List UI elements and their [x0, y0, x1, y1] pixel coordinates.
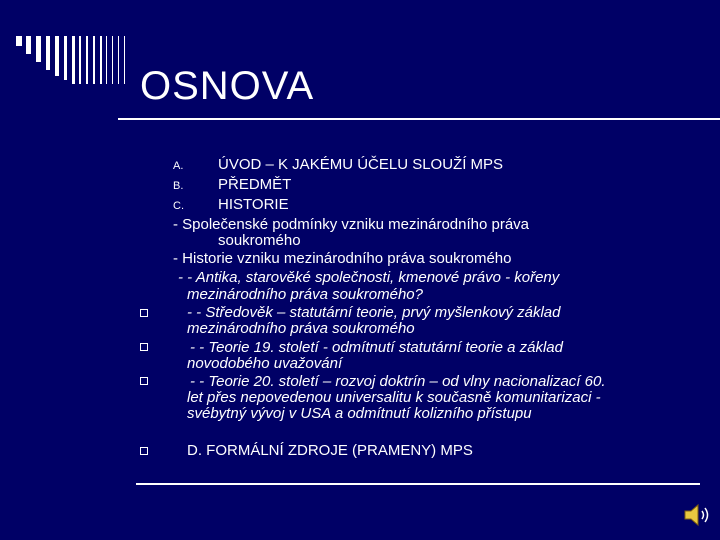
outline-item-d: D. FORMÁLNÍ ZDROJE (PRAMENY) MPS	[187, 442, 473, 459]
outline-line: - - Teorie 20. století – rozvoj doktrín – od vlny nacionalizací 60.	[190, 373, 606, 390]
hollow-square-bullet-icon	[140, 309, 148, 317]
outline-line: - - Antika, starověké společnosti, kmenové právo - kořeny	[178, 269, 560, 286]
outline-line: svébytný vývoj v USA a odmítnutí kolizního přístupu	[187, 405, 532, 422]
item-marker: A.	[173, 160, 184, 172]
speaker-icon[interactable]	[683, 503, 711, 527]
slide-title: OSNOVA	[140, 64, 315, 108]
outline-line: let přes nepovedenou universalitu k současně komunitarizaci -	[187, 389, 601, 406]
outline-line: - Společenské podmínky vzniku mezinárodního práva	[173, 216, 530, 233]
outline-line: mezinárodního práva soukromého	[187, 320, 415, 337]
item-text: PŘEDMĚT	[218, 176, 292, 193]
title-divider	[118, 118, 720, 120]
hollow-square-bullet-icon	[140, 343, 148, 351]
outline-line: - Historie vzniku mezinárodního práva soukromého	[173, 250, 512, 267]
item-text: ÚVOD – K JAKÉMU ÚČELU SLOUŽÍ MPS	[218, 156, 504, 173]
outline-line: soukromého	[218, 232, 301, 249]
item-marker: B.	[173, 180, 184, 192]
outline-line: novodobého uvažování	[187, 355, 343, 372]
hollow-square-bullet-icon	[140, 377, 148, 385]
outline-line: - - Teorie 19. století - odmítnutí statutární teorie a základ	[190, 339, 563, 356]
item-text: HISTORIE	[218, 196, 289, 213]
bottom-divider	[136, 483, 700, 485]
outline-line: - - Středověk – statutární teorie, prvý myšlenkový základ	[187, 304, 561, 321]
item-marker: C.	[173, 200, 184, 212]
outline-line: mezinárodního práva soukromého?	[187, 286, 423, 303]
hollow-square-bullet-icon	[140, 447, 148, 455]
